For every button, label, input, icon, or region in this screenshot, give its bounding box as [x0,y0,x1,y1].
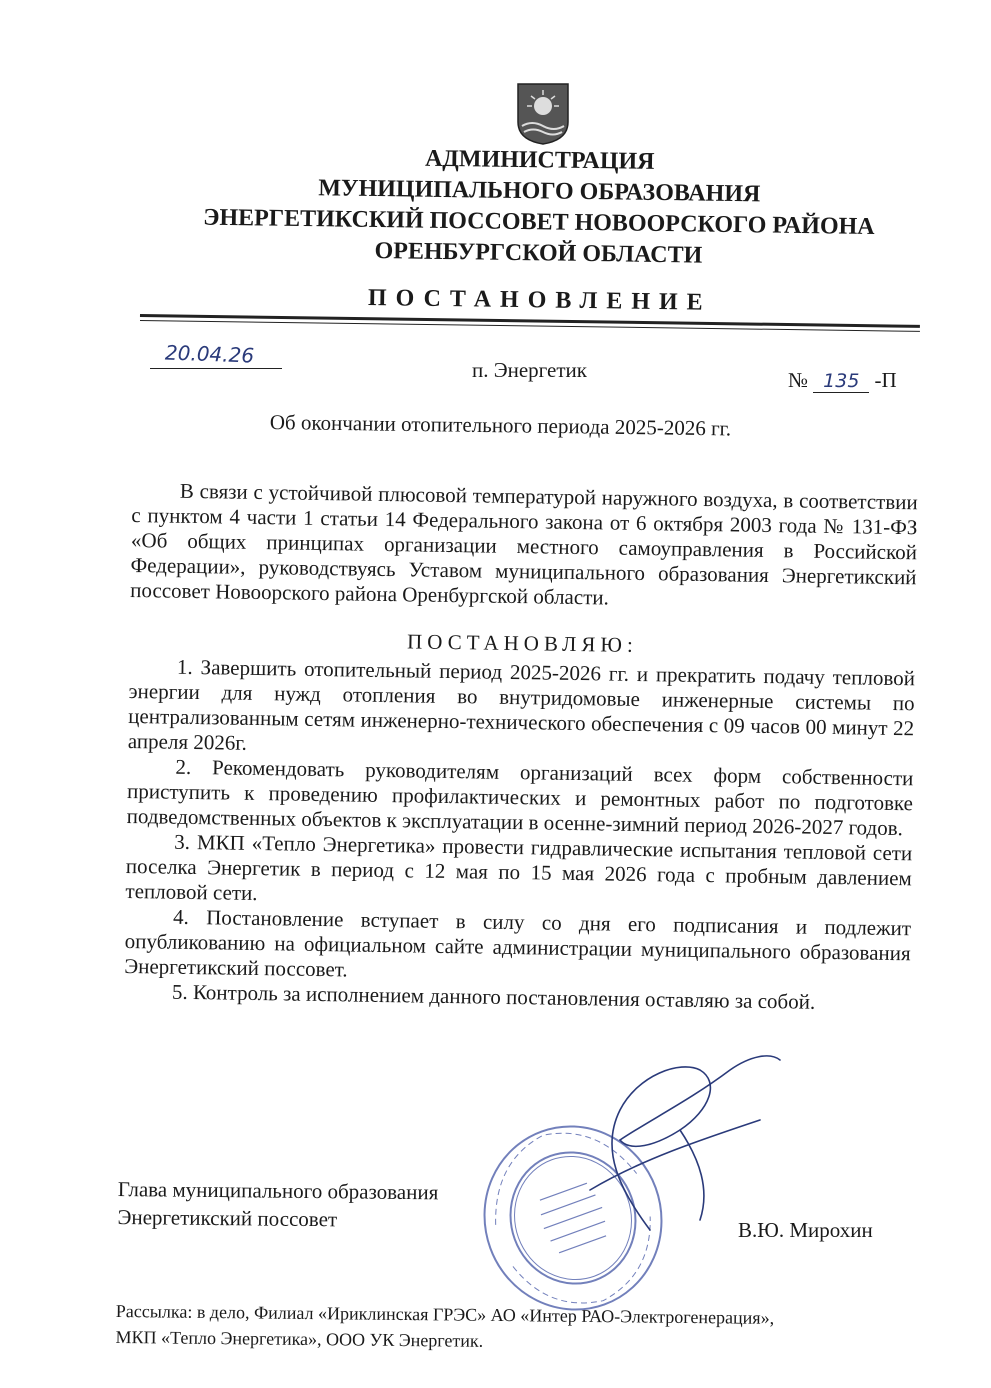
document-subject: Об окончании отопительного периода 2025-2026 гг. [269,410,732,441]
coat-of-arms-icon [516,82,570,146]
handwritten-date: 20.04.26 [164,340,255,368]
distribution-list [115,1298,876,1358]
handwritten-signature-icon [560,1040,790,1240]
signatory-title-line: Глава муниципального образования [117,1176,439,1205]
header-line: МУНИЦИПАЛЬНОГО ОБРАЗОВАНИЯ [318,175,761,208]
header-line: ЭНЕРГЕТИКСКИЙ ПОССОВЕТ НОВООРСКОГО РАЙОНА [203,204,875,240]
resolve-word: ПОСТАНОВЛЯЮ: [406,629,639,657]
signatory-title-line: Энергетикский поссовет [117,1204,338,1232]
document-body [124,478,918,1016]
header-line: АДМИНИСТРАЦИЯ [424,145,655,175]
list-item: 2. Рекомендовать руководителям организаций всех форм собственности приступить к проведению профилактических и ремонтных работ по подготовке подведомственных объектов к эксплуатации в осенне-зимний период 2026-2027 годов. [126,754,914,841]
number-prefix: № [788,368,809,392]
signatory-title [117,1175,438,1234]
signatory-name: В.Ю. Мирохин [738,1218,873,1242]
document-type-title: ПОСТАНОВЛЕНИЕ [367,284,712,316]
list-item: 1. Завершить отопительный период 2025-2026 гг. и прекратить подачу тепловой энергии для нужд отопления во внутридомовые инженерные системы по централизованным сетям инженерно-технического обеспечения с 09 часов 00 минут 22 апреля 2026г. [127,654,916,755]
header-line: ОРЕНБУРГСКОЙ ОБЛАСТИ [374,238,703,269]
issuer-header [158,140,920,275]
list-item: 4. Постановление вступает в силу со дня его подписания и подлежит опубликованию на официальном сайте администрации муниципального образования Энергетикский поссовет. [124,904,912,982]
list-item: 3. МКП «Тепло Энергетика» провести гидравлические испытания тепловой сети поселка Энергетик в период с 12 мая по 15 мая 2026 года с пробным давлением тепловой сети. [125,829,913,906]
list-item: 5. Контроль за исполнением данного постановления оставляю за собой. [171,979,816,1014]
handwritten-number: 135 [813,370,869,393]
preamble-paragraph: В связи с устойчивой плюсовой температурой наружного воздуха, в соответствии с пунктом 4 части 1 статьи 14 Федерального закона от 6 октября 2003 года № 131-ФЗ «Об общих принципах организации местного самоуправления в Российской Федерации», руководствуясь Уставом муниципального образования Энергетикский поссовет Новоорского района Оренбургской области. [130,478,918,610]
date-underline [150,368,282,369]
document-number [788,368,897,393]
distribution-line: Рассылка: в дело, Филиал «Ириклинская ГРЭС» АО «Интер РАО-Электрогенерация», [115,1300,775,1328]
number-suffix: -П [874,368,897,392]
place-of-issue: п. Энергетик [472,358,587,382]
distribution-line: МКП «Тепло Энергетика», ООО УК Энергетик. [115,1326,484,1351]
